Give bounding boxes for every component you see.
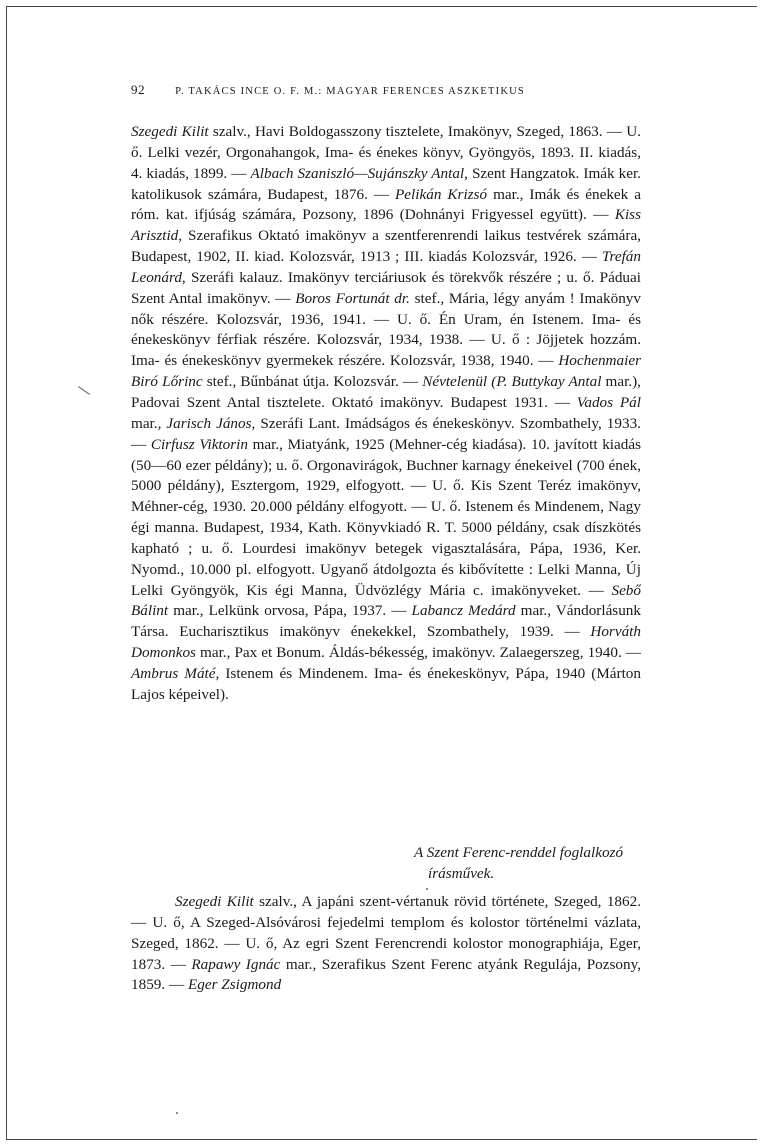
citation-text: mar., Pax et Bonum. Áldás-békesség, imakönyv. Zalaegerszeg, 1940. — [195, 644, 641, 662]
section-heading-line2: írásművek. [428, 864, 495, 882]
author-name: Horváth Domonkos [131, 623, 641, 662]
author-name: Pelikán Krizsó [395, 185, 488, 203]
bibliography-paragraph-order-writings [131, 892, 641, 996]
print-speck [176, 1112, 178, 1114]
section-heading [414, 843, 654, 885]
author-name: Eger Zsigmond [187, 976, 282, 994]
author-name: Szegedi Kilit [131, 123, 209, 140]
citation-text: , Istenem és Mindenem. Ima- és énekeskönyv, Pápa, 1940 (Márton Lajos képeivel). [131, 664, 641, 703]
citation-text: mar., Imák és énekek a róm. kat. ifjúság számára, Pozsony, 1896 (Dohnányi Frigyessel együtt). — [131, 185, 641, 224]
print-speck [426, 888, 428, 890]
citation-text: stef., Bűnbánat útja. Kolozsvár. — [202, 373, 423, 391]
citation-text: , Szeráfi kalauz. Imakönyv terciáriusok és törekvők részére ; u. ő. Páduai Szent Antal imakönyv. — [131, 268, 641, 307]
author-name: Labancz Medárd [411, 602, 516, 620]
citation-text: mar., Lelkünk orvosa, Pápa, 1937. — [168, 602, 412, 620]
citation-text: mar., Vándorlásunk Társa. Eucharisztikus imakönyv énekekkel, Szombathely, 1939. — [131, 602, 641, 641]
author-name: Ambrus Máté [131, 664, 216, 682]
author-name: Vados Pál [576, 393, 641, 411]
author-name: Albach Szaniszló—Sujánszky Antal [250, 164, 465, 182]
page-header [131, 82, 651, 98]
author-name: Sebő Bálint [131, 581, 641, 620]
author-name: Hochenmaier Biró Lőrinc [131, 352, 641, 391]
citation-text: mar., Miatyánk, 1925 (Mehner-cég kiadása). 10. javított kiadás (50—60 ezer példány); u. ő. Orgonavirágok, Buchner karnagy énekeivel (700 ének, 5000 példány), Esztergom, 1929, elfogyott. — U. ő. Kis Szent Teréz imakönyv, Méhner-cég, 1930. 20.000 példány elfogyott. — U. ő. Istenem és Mindenem, Nagy égi manna. Budapest, 1934, Kath. Könyvkiadó R. T. 5000 példány, csak díszkötés kapható ; u. ő. Lourdesi imakönyv betegek vigasztalására, Pápa, 1936, Ker. Nyomd., 10.000 pl. elfogyott. Ugyanő átdolgozta és kibővítette : Lelki Manna, Új Lelki Gyöngyök, Kis égi Manna, Üdvözlégy Mária c. imakönyveket. — [131, 435, 642, 599]
citation-text: mar.), Padovai Szent Antal tisztelete. Oktató imakönyv. Budapest 1931. — [131, 373, 641, 411]
bibliography-paragraph-prayerbooks [131, 122, 641, 706]
author-name: Névtelenül (P. Buttykay Antal [422, 373, 602, 391]
citation-text: , Szeráfi Lant. Imádságos és énekeskönyv. Szombathely, 1933. — [131, 414, 641, 453]
section-heading-line1: A Szent Ferenc-renddel foglalkozó [414, 844, 624, 861]
citation-text: , Szent Hangzatok. Imák ker. katolikusok számára, Budapest, 1876. — [131, 164, 641, 203]
citation-text: szalv., Havi Boldogasszony tisztelete, Imakönyv, Szeged, 1863. — U. ő. Lelki vezér, Orgonahangok, Ima- és énekes könyv, Gyöngyös, 1893. II. kiadás, 4. kiadás, 1899. — [131, 123, 641, 182]
citation-text: mar., Szerafikus Szent Ferenc atyánk Regulája, Pozsony, 1859. — [131, 955, 641, 994]
author-name: Jarisch János [166, 414, 252, 432]
citation-text: stef., Mária, légy anyám ! Imakönyv nők részére. Kolozsvár, 1936, 1941. — U. ő. Én Uram, én Istenem. Ima- és énekeskönyv férfiak részére. Kolozsvár, 1934, 1938. — U. ő : Jöjjetek hozzám. Ima- és énekeskönyv gyermekek részére. Kolozsvár, 1938, 1940. — [131, 289, 641, 370]
author-name: Rapawy Ignác [191, 955, 281, 973]
citation-text: szalv., A japáni szent-vértanuk rövid története, Szeged, 1862. — U. ő, A Szeged-Alsóvárosi fejedelmi templom és kolostor történelmi vázlata, Szeged, 1862. — U. ő, Az egri Szent Ferencrendi kolostor monographiája, Eger, 1873. — [131, 893, 642, 973]
running-title: P. TAKÁCS INCE O. F. M.: MAGYAR FERENCES ASZKETIKUS [175, 86, 525, 97]
author-name: Kiss Arisztid [131, 206, 641, 245]
citation-text: mar., [131, 414, 167, 432]
author-name: Boros Fortunát dr. [295, 289, 410, 307]
author-name: Szegedi Kilit [175, 893, 254, 910]
author-name: Cirfusz Viktorin [150, 435, 248, 453]
citation-text: , Szerafikus Oktató imakönyv a szentferenrendi laikus testvérek számára, Budapest, 1902, II. kiad. Kolozsvár, 1913 ; III. kiadás Kolozsvár, 1926. — [131, 227, 641, 266]
page-number: 92 [131, 82, 146, 97]
author-name: Trefán Leonárd [131, 248, 641, 286]
